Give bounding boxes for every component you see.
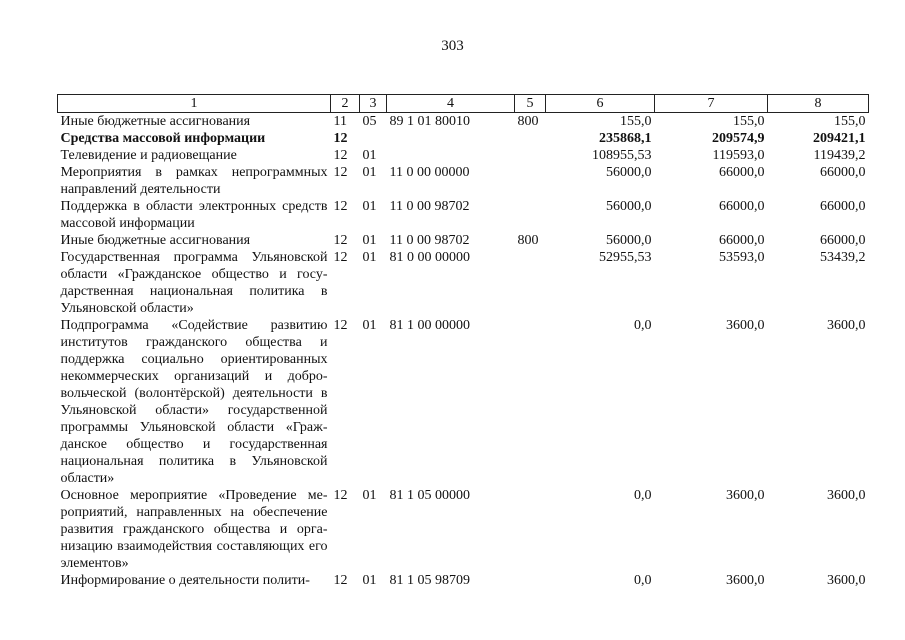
- row-name-cell: Мероприятия в рамках непрограммных направлений деятельности: [60, 165, 328, 197]
- table-row: [58, 572, 869, 589]
- amount-year2-cell: 155,0: [733, 114, 765, 129]
- subsection-code-cell: 01: [362, 233, 377, 248]
- budget-table: [57, 94, 869, 589]
- amount-year2-cell: 66000,0: [719, 165, 765, 180]
- column-header: 3: [360, 95, 387, 113]
- table-row: [58, 317, 869, 487]
- amount-year1-cell: 56000,0: [606, 165, 652, 180]
- expense-type-cell: [515, 487, 546, 572]
- section-code-cell: 12: [333, 573, 348, 588]
- row-name-cell: Подпрограмма «Содействие развитию институтов гражданского общества и поддержка социально ориентированных некоммерческих организаций и добровольческой (волонтёрской) деятельности в Ульяновской области» государственной программы Ульяновской области «Гражданское общество и государственная национальная политика в Ульяновской области»: [60, 318, 328, 486]
- table-row: [58, 487, 869, 572]
- amount-year2-cell: 53593,0: [719, 250, 765, 265]
- amount-year1-cell: 56000,0: [606, 233, 652, 248]
- table-header-row: [58, 95, 869, 113]
- amount-year1-cell: 56000,0: [606, 199, 652, 214]
- section-code-cell: 12: [333, 250, 348, 265]
- target-article-cell: 11 0 00 98702: [389, 233, 470, 248]
- row-name-cell: Иные бюджетные ассигнования: [60, 114, 251, 129]
- amount-year2-cell: 119593,0: [712, 148, 765, 163]
- column-header: 6: [546, 95, 655, 113]
- amount-year3-cell: 53439,2: [820, 250, 866, 265]
- table-row: [58, 147, 869, 164]
- column-header: 7: [655, 95, 768, 113]
- target-article-cell: 89 1 01 80010: [389, 114, 470, 129]
- subsection-code-cell: 01: [362, 488, 377, 503]
- amount-year2-cell: 66000,0: [719, 199, 765, 214]
- amount-year1-cell: 155,0: [620, 114, 652, 129]
- expense-type-cell: [515, 147, 546, 164]
- amount-year3-cell: 66000,0: [820, 199, 866, 214]
- section-code-cell: 12: [333, 233, 348, 248]
- subsection-code-cell: 01: [362, 250, 377, 265]
- amount-year3-cell: 119439,2: [813, 148, 866, 163]
- amount-year3-cell: 3600,0: [827, 318, 866, 333]
- amount-year2-cell: 209574,9: [712, 131, 765, 146]
- amount-year3-cell: 3600,0: [827, 573, 866, 588]
- row-name-cell: Государственная программа Ульяновской области «Гражданское общество и государственная национальная политика в Ульяновской области»: [60, 250, 328, 316]
- subsection-code-cell: 01: [362, 148, 377, 163]
- target-article-cell: 81 1 05 00000: [389, 488, 470, 503]
- amount-year1-cell: 0,0: [634, 318, 652, 333]
- amount-year2-cell: 66000,0: [719, 233, 765, 248]
- target-article-cell: 81 0 00 00000: [389, 250, 470, 265]
- table-row: [58, 249, 869, 317]
- subsection-code-cell: 05: [362, 114, 377, 129]
- table-row: [58, 198, 869, 232]
- amount-year1-cell: 108955,53: [592, 148, 652, 163]
- expense-type-cell: [515, 572, 546, 589]
- target-article-cell: 11 0 00 00000: [389, 165, 470, 180]
- subsection-code-cell: 01: [362, 165, 377, 180]
- expense-type-cell: [515, 249, 546, 317]
- amount-year3-cell: 3600,0: [827, 488, 866, 503]
- subsection-code-cell: 01: [362, 573, 377, 588]
- amount-year1-cell: 0,0: [634, 488, 652, 503]
- amount-year2-cell: 3600,0: [726, 318, 765, 333]
- column-header: 2: [331, 95, 360, 113]
- column-header: 8: [768, 95, 869, 113]
- amount-year3-cell: 209421,1: [813, 131, 866, 146]
- amount-year2-cell: 3600,0: [726, 573, 765, 588]
- row-name-cell: Информирование о деятельности полити-: [60, 573, 310, 588]
- section-code-cell: 11: [333, 114, 347, 129]
- table-row: [58, 232, 869, 249]
- row-name-cell: Основное мероприятие «Проведение мероприятий, направленных на обеспечение развития гражданского общества и организацию взаимодействия составляющих его элементов»: [60, 488, 328, 571]
- column-header: 1: [58, 95, 331, 113]
- section-code-cell: 12: [333, 131, 348, 146]
- row-name-cell: Средства массовой информации: [60, 131, 266, 146]
- amount-year3-cell: 155,0: [834, 114, 866, 129]
- target-article-cell: 81 1 00 00000: [389, 318, 470, 333]
- amount-year3-cell: 66000,0: [820, 165, 866, 180]
- amount-year2-cell: 3600,0: [726, 488, 765, 503]
- expense-type-cell: [515, 164, 546, 198]
- amount-year1-cell: 235868,1: [599, 131, 652, 146]
- target-article-cell: [387, 147, 515, 164]
- subsection-code-cell: 01: [362, 199, 377, 214]
- target-article-cell: 11 0 00 98702: [389, 199, 470, 214]
- column-header: 5: [515, 95, 546, 113]
- section-code-cell: 12: [333, 488, 348, 503]
- section-code-cell: 12: [333, 199, 348, 214]
- section-code-cell: 12: [333, 148, 348, 163]
- section-code-cell: 12: [333, 318, 348, 333]
- target-article-cell: 81 1 05 98709: [389, 573, 470, 588]
- expense-type-cell: [515, 198, 546, 232]
- expense-type-cell: [515, 317, 546, 487]
- row-name-cell: Иные бюджетные ассигнования: [60, 233, 251, 248]
- amount-year1-cell: 52955,53: [599, 250, 652, 265]
- row-name-cell: Телевидение и радиовещание: [60, 148, 237, 163]
- page-number: 303: [441, 38, 464, 54]
- table-row: [58, 130, 869, 147]
- subsection-code-cell: 01: [362, 318, 377, 333]
- expense-type-cell: 800: [517, 233, 539, 248]
- subsection-code-cell: [360, 130, 387, 147]
- row-name-cell: Поддержка в области электронных средств массовой информации: [60, 199, 328, 231]
- expense-type-cell: 800: [517, 114, 539, 129]
- amount-year3-cell: 66000,0: [820, 233, 866, 248]
- column-header: 4: [387, 95, 515, 113]
- amount-year1-cell: 0,0: [634, 573, 652, 588]
- table-body: [58, 113, 869, 590]
- expense-type-cell: [515, 130, 546, 147]
- target-article-cell: [387, 130, 515, 147]
- table-row: [58, 164, 869, 198]
- section-code-cell: 12: [333, 165, 348, 180]
- table-row: [58, 113, 869, 131]
